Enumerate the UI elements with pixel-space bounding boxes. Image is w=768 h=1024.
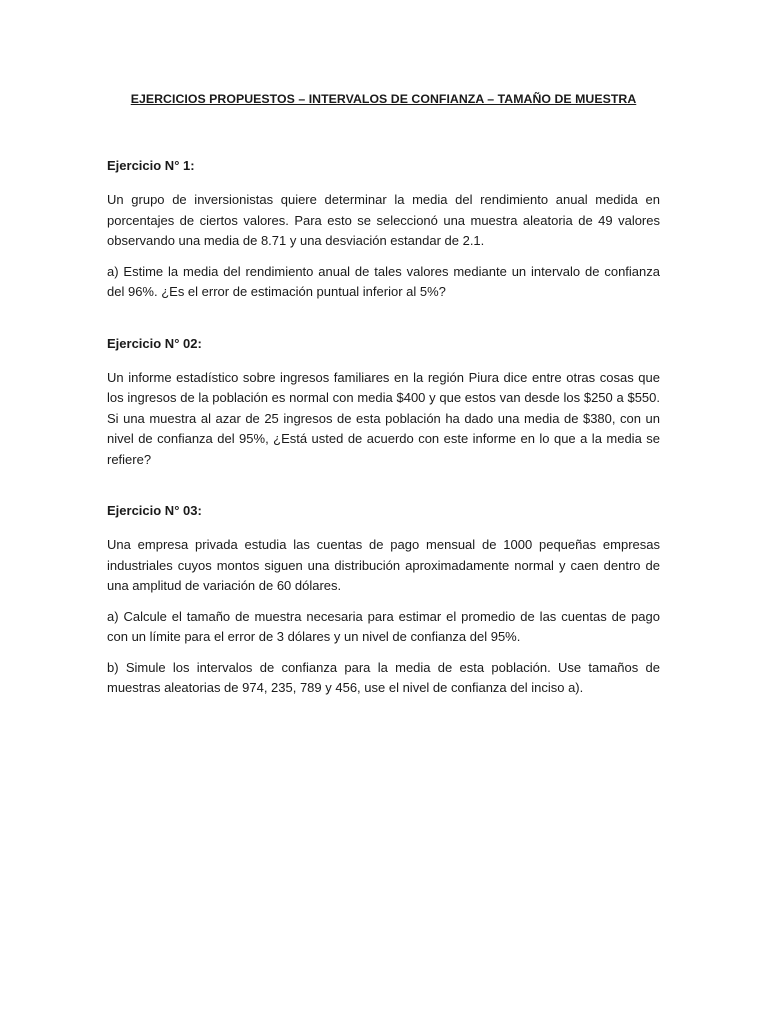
exercise-1 [107, 158, 660, 303]
exercise-3-question-a: a) Calcule el tamaño de muestra necesaria para estimar el promedio de las cuentas de pago con un límite para el error de 3 dólares y un nivel de confianza del 95%. [107, 608, 660, 644]
document-content [107, 92, 660, 732]
exercise-2 [107, 336, 660, 471]
exercise-3-question-b: b) Simule los intervalos de confianza para la media de esta población. Use tamaños de muestras aleatorias de 974, 235, 789 y 456, use el nivel de confianza del inciso a). [107, 659, 660, 695]
exercise-3 [107, 503, 660, 699]
exercise-1-statement: Un grupo de inversionistas quiere determinar la media del rendimiento anual medida en porcentajes de ciertos valores. Para esto se seleccionó una muestra aleatoria de 49 valores observando una media de 8.71 y una desviación estandar de 2.1. [107, 192, 660, 248]
exercise-2-statement: Un informe estadístico sobre ingresos familiares en la región Piura dice entre otras cosas que los ingresos de la población es normal con media $400 y que estos van desde los $250 a $550. Si una muestra al azar de 25 ingresos de esta población ha dado una media de $380, con un nivel de confianza del 95%, ¿Está usted de acuerdo con este informe en lo que a la media se refiere? [107, 369, 660, 467]
exercise-3-heading: Ejercicio N° 03: [107, 503, 202, 518]
document-title: EJERCICIOS PROPUESTOS – INTERVALOS DE CONFIANZA – TAMAÑO DE MUESTRA [130, 92, 637, 106]
exercise-1-heading: Ejercicio N° 1: [107, 158, 195, 173]
exercise-1-question-a: a) Estime la media del rendimiento anual de tales valores mediante un intervalo de confianza del 96%. ¿Es el error de estimación puntual inferior al 5%? [107, 263, 660, 299]
exercise-2-heading: Ejercicio N° 02: [107, 335, 202, 351]
exercise-3-statement: Una empresa privada estudia las cuentas de pago mensual de 1000 pequeñas empresas industriales cuyos montos siguen una distribución aproximadamente normal y caen dentro de una amplitud de variación de 60 dólares. [107, 537, 660, 593]
